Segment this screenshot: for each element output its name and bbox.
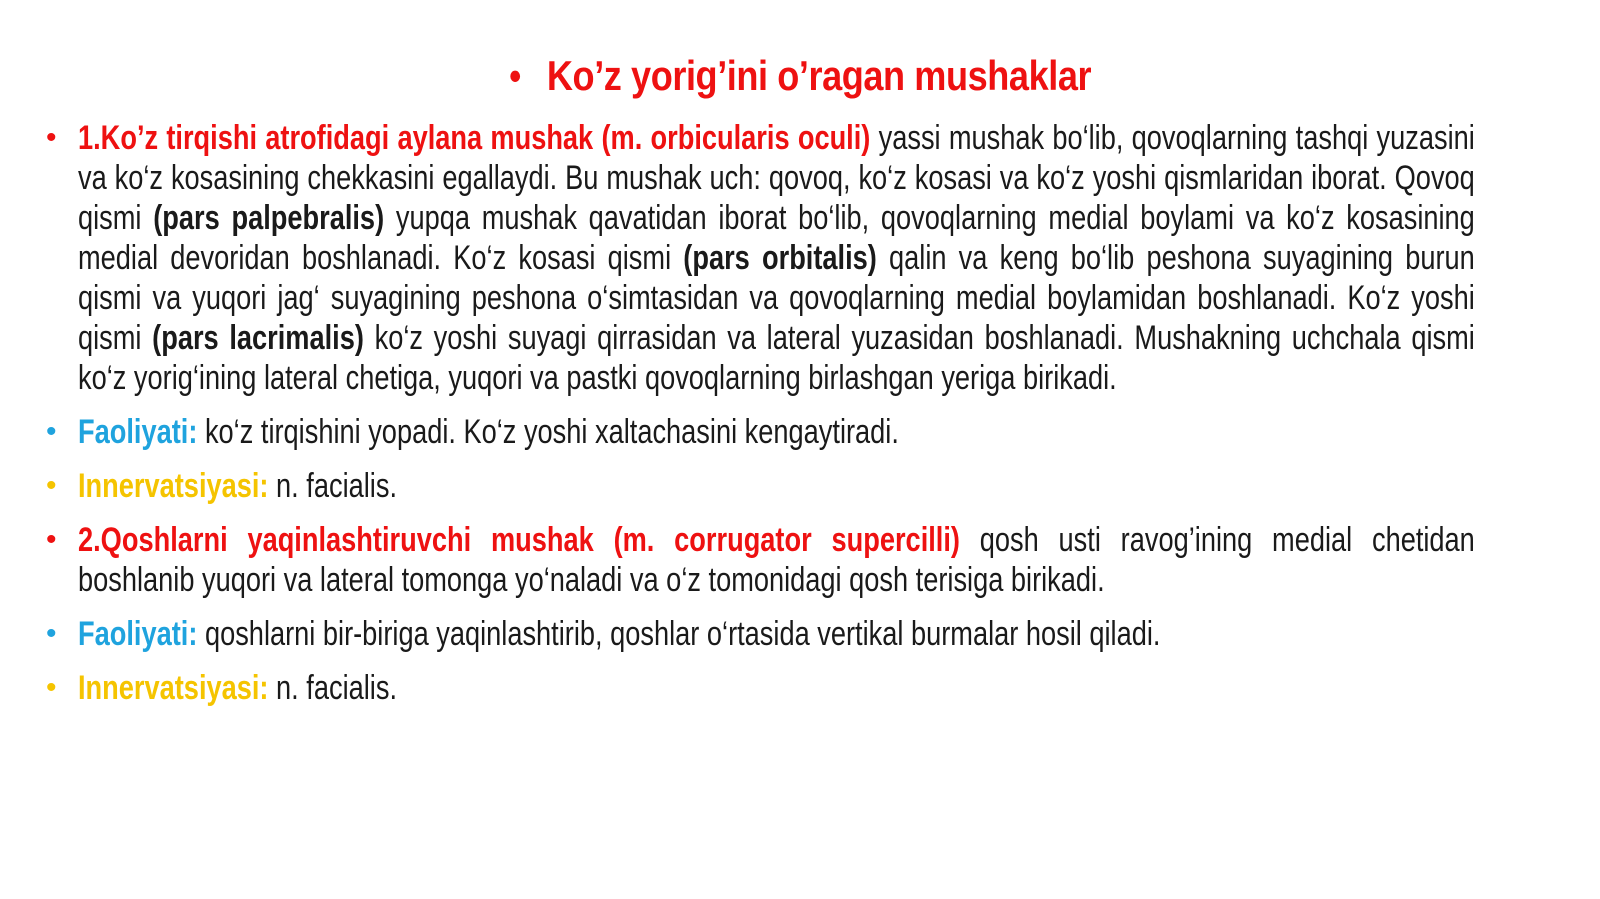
muscle-heading: 1.Ko’z tirqishi atrofidagi aylana mushak (78, 119, 594, 157)
muscle-heading: 2.Qoshlarni yaqinlashtiruvchi mushak (78, 521, 594, 559)
muscle-part-latin: (pars palpebralis) (153, 199, 385, 237)
item-body (78, 118, 1475, 398)
item-text: ko‘z tirqishini yopadi. Ko‘z yoshi xaltachasini kengaytiradi. (197, 413, 899, 451)
innervation-label: Innervatsiyasi: (78, 669, 269, 707)
title-bullet: • (508, 52, 522, 99)
item-text: yupqa mushak qavatidan iborat bo‘lib, qovoqlarning medial boylami va ko‘z kosasining medial devoridan boshlanadi. Ko‘z kosasi qismi (78, 199, 1475, 277)
item-text: n. facialis. (268, 669, 397, 707)
list-item-function (46, 412, 1600, 452)
item-text: n. facialis. (268, 467, 397, 505)
title-text: Ko’z yorig’ini o’ragan mushaklar (546, 52, 1092, 99)
list-item-function (46, 614, 1600, 654)
slide-content (46, 118, 1600, 722)
item-text: qalin va keng bo‘lib peshona suyagining burun qismi va yuqori jag‘ suyagining peshona o‘simtasidan va qovoqlarning medial boylamidan boshlanadi. Ko‘z yoshi qismi (78, 239, 1475, 357)
muscle-latin-name: (m. corrugator supercilli) (613, 521, 960, 559)
slide-title (112, 52, 1488, 100)
function-label: Faoliyati: (78, 615, 198, 653)
item-text: ko‘z yoshi suyagi qirrasidan va lateral yuzasidan boshlanadi. Mushakning uchchala qismi ko‘z yorig‘ining lateral chetiga, yuqori va pastki qovoqlarning birlashgan yeriga birikadi. (78, 319, 1475, 397)
item-text: qosh usti ravog’ining medial chetidan boshlanib yuqori va lateral tomonga yo‘naladi va o‘z tomonidagi qosh terisiga birikadi. (78, 521, 1475, 599)
bullet: • (46, 523, 57, 556)
list-item-innervation (46, 466, 1600, 506)
item-text: qoshlarni bir-biriga yaqinlashtirib, qoshlar o‘rtasida vertikal burmalar hosil qiladi. (197, 615, 1161, 653)
item-body (78, 520, 1475, 600)
bullet: • (46, 671, 57, 704)
item-body (78, 466, 1475, 506)
function-label: Faoliyati: (78, 413, 198, 451)
muscle-latin-name: (m. orbicularis oculi) (601, 119, 871, 157)
muscle-part-latin: (pars lacrimalis) (152, 319, 364, 357)
list-item-innervation (46, 668, 1600, 708)
list-item-corrugator (46, 520, 1600, 600)
item-body (78, 614, 1475, 654)
item-body (78, 668, 1475, 708)
list-item-orbicularis (46, 118, 1600, 398)
innervation-label: Innervatsiyasi: (78, 467, 269, 505)
bullet: • (46, 121, 57, 154)
bullet: • (46, 415, 57, 448)
item-body (78, 412, 1475, 452)
item-text: yassi mushak bo‘lib, qovoqlarning tashqi yuzasini va ko‘z kosasining chekkasini egallaydi. Bu mushak uch: qovoq, ko‘z kosasi va ko‘z yoshi qismlaridan iborat. Qovoq qismi (78, 119, 1475, 237)
muscle-part-latin: (pars orbitalis) (683, 239, 877, 277)
bullet: • (46, 617, 57, 650)
bullet: • (46, 469, 57, 502)
